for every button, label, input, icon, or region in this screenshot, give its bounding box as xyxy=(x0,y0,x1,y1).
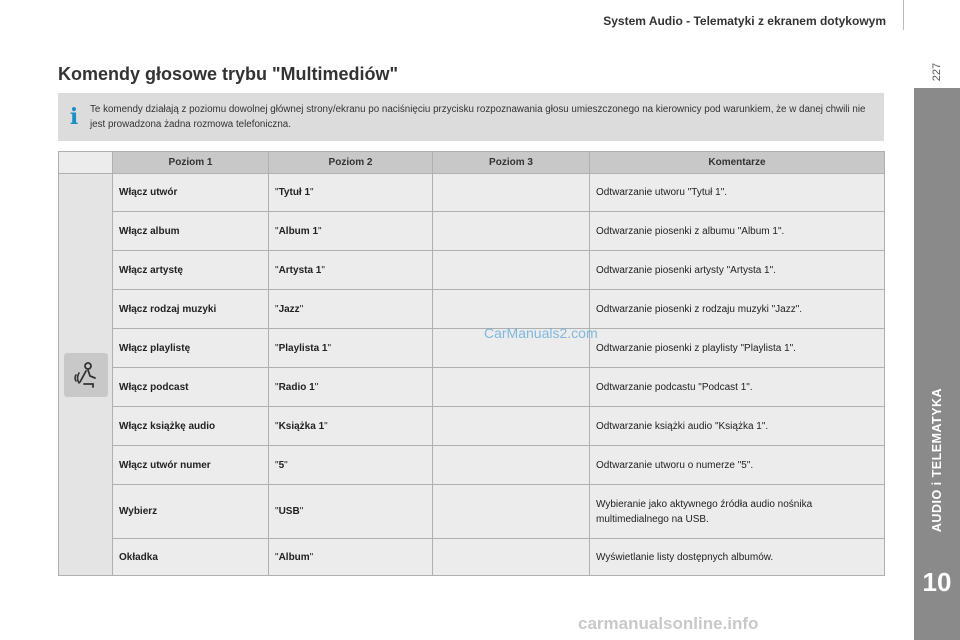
voice-icon-cell xyxy=(59,174,113,576)
level2-value: Jazz xyxy=(278,303,300,315)
level2-cell: "Tytuł 1" xyxy=(269,174,433,212)
level2-cell: "Książka 1" xyxy=(269,407,433,446)
comment-cell: Odtwarzanie książki audio "Książka 1". xyxy=(590,407,885,446)
level2-value: Tytuł 1 xyxy=(278,187,311,198)
level2-cell: "USB" xyxy=(269,485,433,539)
column-header: Poziom 3 xyxy=(433,152,590,174)
level2-cell: "Playlista 1" xyxy=(269,329,433,368)
watermark: CarManuals2.com xyxy=(484,325,598,341)
level1-cell: Włącz utwór xyxy=(113,174,269,212)
comment-cell: Wybieranie jako aktywnego źródła audio nośnika multimedialnego na USB. xyxy=(590,485,885,539)
comment-cell: Odtwarzanie piosenki z albumu "Album 1". xyxy=(590,212,885,251)
level2-value: Album xyxy=(278,551,310,563)
comment-cell: Odtwarzanie utworu "Tytuł 1". xyxy=(590,174,885,212)
comment-cell: Odtwarzanie podcastu "Podcast 1". xyxy=(590,368,885,407)
info-note xyxy=(58,93,884,141)
chapter-number: 10 xyxy=(922,566,952,597)
level3-cell xyxy=(433,446,590,485)
table-row xyxy=(59,485,885,539)
column-header: Poziom 1 xyxy=(113,152,269,174)
icon-column-header xyxy=(59,152,113,174)
level1-cell: Włącz artystę xyxy=(113,251,269,290)
info-text: Te komendy działają z poziomu dowolnej głównej strony/ekranu po naciśnięciu przycisku rozpoznawania głosu umieszczonego na kierownicy pod warunkiem, że w danej chwili nie jest prowadzona żadna rozmowa telefoniczna. xyxy=(90,104,866,130)
page-title: Komendy głosowe trybu "Multimediów" xyxy=(58,64,399,84)
voice-commands-table xyxy=(58,151,885,576)
table-row xyxy=(59,290,885,329)
running-header: System Audio - Telematyki z ekranem dotykowym xyxy=(603,14,886,28)
level2-cell: "Album" xyxy=(269,539,433,576)
level3-cell xyxy=(433,251,590,290)
comment-cell: Odtwarzanie piosenki z playlisty "Playlista 1". xyxy=(590,329,885,368)
table-row xyxy=(59,251,885,290)
level1-cell: Włącz książkę audio xyxy=(113,407,269,446)
level2-cell: "Album 1" xyxy=(269,212,433,251)
level1-cell: Włącz podcast xyxy=(113,368,269,407)
level2-value: Playlista 1 xyxy=(278,342,328,354)
level1-cell: Włącz album xyxy=(113,212,269,251)
level3-cell xyxy=(433,485,590,539)
level3-cell xyxy=(433,539,590,576)
level3-cell xyxy=(433,368,590,407)
table-row xyxy=(59,212,885,251)
level2-value: Artysta 1 xyxy=(278,264,322,276)
table-row xyxy=(59,407,885,446)
comment-cell: Wyświetlanie listy dostępnych albumów. xyxy=(590,539,885,576)
level2-value: Album 1 xyxy=(278,225,319,237)
info-icon: i xyxy=(69,104,79,130)
level1-cell: Włącz playlistę xyxy=(113,329,269,368)
level2-value: 5 xyxy=(278,459,285,471)
level1-cell: Okładka xyxy=(113,539,269,576)
chapter-label xyxy=(914,340,960,580)
level2-cell: "Radio 1" xyxy=(269,368,433,407)
level2-cell: "Jazz" xyxy=(269,290,433,329)
comment-cell: Odtwarzanie utworu o numerze "5". xyxy=(590,446,885,485)
level1-cell: Wybierz xyxy=(113,485,269,539)
watermark-footer: carmanualsonline.info xyxy=(578,614,759,633)
level3-cell xyxy=(433,407,590,446)
table-row xyxy=(59,174,885,212)
level2-value: Książka 1 xyxy=(278,420,325,432)
level1-cell: Włącz utwór numer xyxy=(113,446,269,485)
level1-cell: Włącz rodzaj muzyki xyxy=(113,290,269,329)
voice-command-icon xyxy=(64,353,108,397)
column-header: Komentarze xyxy=(590,152,885,174)
table-row xyxy=(59,539,885,576)
table-row xyxy=(59,329,885,368)
level2-value: Radio 1 xyxy=(278,381,315,393)
column-header: Poziom 2 xyxy=(269,152,433,174)
level3-cell xyxy=(433,174,590,212)
chapter-label-text: AUDIO i TELEMATYKA xyxy=(930,387,944,533)
table-row xyxy=(59,368,885,407)
level3-cell xyxy=(433,290,590,329)
level2-cell: "Artysta 1" xyxy=(269,251,433,290)
level2-cell: "5" xyxy=(269,446,433,485)
header-divider xyxy=(903,0,904,30)
table-header-row xyxy=(59,152,885,174)
comment-cell: Odtwarzanie piosenki artysty "Artysta 1". xyxy=(590,251,885,290)
page-number: 227 xyxy=(931,62,943,82)
comment-cell: Odtwarzanie piosenki z rodzaju muzyki "Jazz". xyxy=(590,290,885,329)
level3-cell xyxy=(433,212,590,251)
table-row xyxy=(59,446,885,485)
level2-value: USB xyxy=(278,506,300,517)
